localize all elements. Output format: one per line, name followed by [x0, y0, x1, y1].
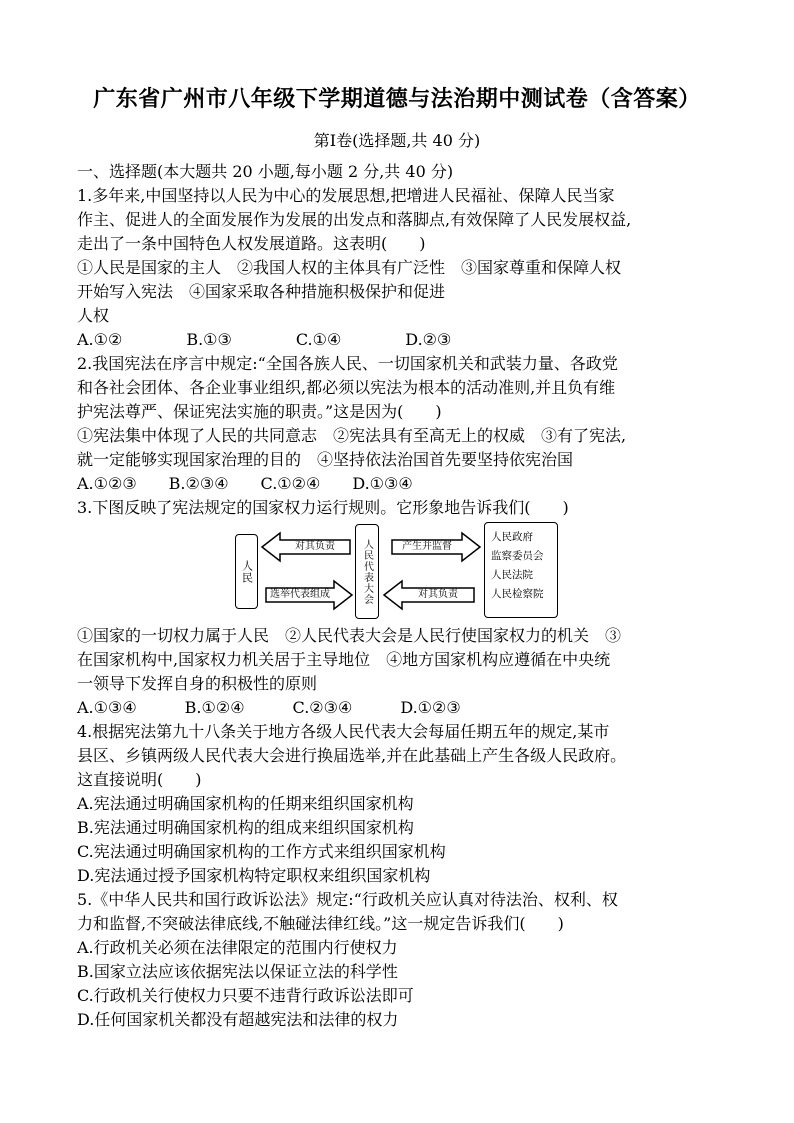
question-1-line: 走出了一条中国特色人权发展道路。这表明( )	[77, 234, 426, 253]
people-label: 人民	[240, 559, 254, 584]
npc-box	[355, 524, 379, 619]
question-1-line: 作主、促进人的全面发展作为发展的出发点和落脚点,有效保障了人民发展权益,	[77, 210, 632, 229]
question-4-choice-d: D.宪法通过授予国家机构特定职权来组织国家机构	[77, 866, 431, 885]
question-5-line: 5.《中华人民共和国行政诉讼法》规定:“行政机关应认真对待法治、权利、权	[77, 890, 618, 909]
label-elect-representatives: 选举代表组成	[270, 589, 330, 600]
state-organs-box	[484, 522, 558, 618]
question-1-line: 1.多年来,中国坚持以人民为中心的发展思想,把增进人民福祉、保障人民当家	[77, 186, 615, 205]
question-3-line: 3.下图反映了宪法规定的国家权力运行规则。它形象地告诉我们( )	[77, 498, 569, 517]
npc-label: 人民代表大会	[361, 538, 373, 605]
question-4-line: 4.根据宪法第九十八条关于地方各级人民代表大会每届任期五年的规定,某市	[77, 722, 610, 741]
question-4-choice-a: A.宪法通过明确国家机构的任期来组织国家机构	[77, 794, 414, 813]
power-structure-diagram	[232, 521, 562, 621]
question-5-choice-d: D.任何国家机关都没有超越宪法和法律的权力	[77, 1010, 399, 1029]
question-4-line: 这直接说明( )	[77, 770, 202, 789]
question-4-line: 县区、乡镇两级人民代表大会进行换届选举,并在此基础上产生各级人民政府。	[77, 746, 627, 765]
question-3-option-line: ①国家的一切权力属于人民 ②人民代表大会是人民行使国家权力的机关 ③	[77, 626, 622, 645]
question-4-choice-b: B.宪法通过明确国家机构的组成来组织国家机构	[77, 818, 414, 837]
question-5-choice-b: B.国家立法应该依据宪法以保证立法的科学性	[77, 962, 398, 981]
section-subtitle: 第Ⅰ卷(选择题,共 40 分)	[313, 131, 481, 150]
organ-supervisory-commission: 监察委员会	[491, 550, 544, 562]
question-5-line: 力和监督,不突破法律底线,不触碰法律红线。”这一规定告诉我们( )	[77, 914, 564, 933]
question-2-line: 护宪法尊严、保证宪法实施的职责。”这是因为( )	[77, 402, 442, 421]
question-5-choice-c: C.行政机关行使权力只要不违背行政诉讼法即可	[77, 986, 414, 1005]
organ-procuratorate: 人民检察院	[491, 588, 544, 600]
page-title: 广东省广州市八年级下学期道德与法治期中测试卷（含答案）	[93, 87, 701, 112]
label-produce-supervise: 产生并监督	[402, 541, 452, 552]
question-4-choice-c: C.宪法通过明确国家机构的工作方式来组织国家机构	[77, 842, 446, 861]
question-3-option-line: 一领导下发挥自身的积极性的原则	[77, 674, 318, 693]
organ-court: 人民法院	[491, 569, 533, 581]
question-2-choices: A.①②③ B.②③④ C.①②④ D.①③④	[77, 474, 413, 493]
organ-government: 人民政府	[491, 531, 533, 543]
question-1-option-line: 人权	[77, 306, 110, 325]
label-responsible-top: 对其负责	[295, 541, 335, 552]
section-heading: 一、选择题(本大题共 20 小题,每小题 2 分,共 40 分)	[77, 162, 454, 181]
label-responsible-bottom: 对其负责	[418, 589, 458, 600]
question-5-choice-a: A.行政机关必须在法律限定的范围内行使权力	[77, 938, 398, 957]
question-2-option-line: ①宪法集中体现了人民的共同意志 ②宪法具有至高无上的权威 ③有了宪法,	[77, 426, 627, 445]
question-1-option-line: 开始写入宪法 ④国家采取各种措施积极保护和促进	[77, 282, 446, 301]
question-2-option-line: 就一定能够实现国家治理的目的 ④坚持依法治国首先要坚持依宪治国	[77, 450, 574, 469]
question-3-choices: A.①③④ B.①②④ C.②③④ D.①②③	[77, 698, 461, 717]
question-3-option-line: 在国家机构中,国家权力机关居于主导地位 ④地方国家机构应遵循在中央统	[77, 650, 611, 669]
question-2-line: 2.我国宪法在序言中规定:“全国各族人民、一切国家机关和武装力量、各政党	[77, 354, 618, 373]
question-2-line: 和各社会团体、各企业事业组织,都必须以宪法为根本的活动准则,并且负有维	[77, 378, 616, 397]
question-1-choices: A.①② B.①③ C.①④ D.②③	[77, 330, 452, 349]
question-1-option-line: ①人民是国家的主人 ②我国人权的主体具有广泛性 ③国家尊重和保障人权	[77, 258, 622, 277]
people-box	[235, 534, 258, 609]
